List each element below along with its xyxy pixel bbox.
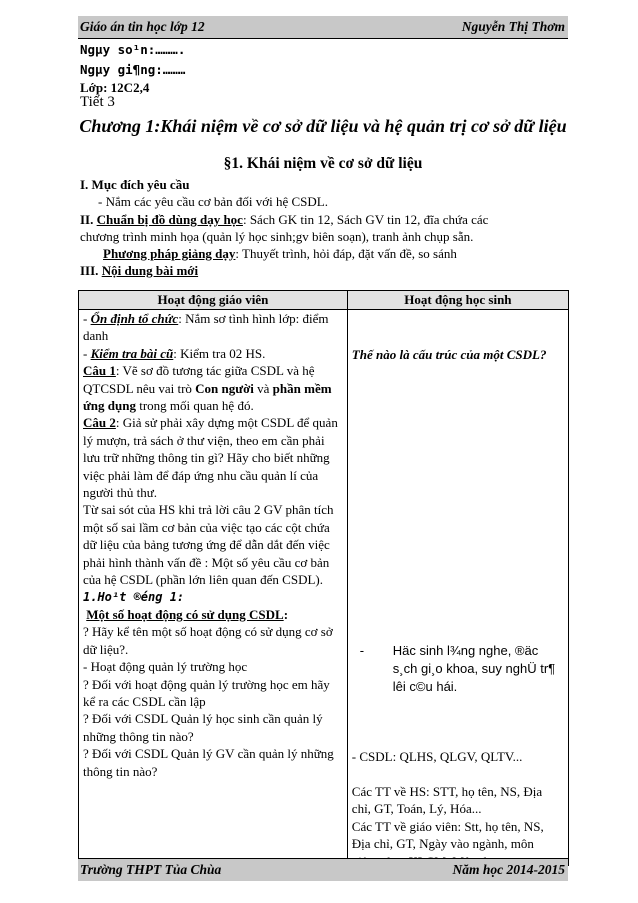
hoat-dong-1: 1.Ho¹t ®éng 1: [83,589,185,604]
part3-line [80,262,198,279]
part3-num: III. [80,263,99,278]
cau1-text2: và [253,380,273,396]
header-right: Nguyễn Thị Thơm [461,19,565,34]
on-dinh: - Ổn định tổ chức: Nắm sơ tình hình lớp: điểm danh [83,311,329,344]
student-csdl: - CSDL: QLHS, QLGV, QLTV... [351,749,523,764]
line-qlth: - Hoạt động quản lý trường học [83,659,248,675]
para-sai-sot: Từ sai sót của HS khi trả lời câu 2 GV phân tích một số sai lầm cơ bản của việc tạo các cột chứa dữ liệu của bảng tương ứng để dẫn dắt đến việc phải hình thành vấn đề : Một số yêu cầu cơ bản của hệ CSDL (phần lớn liên quan đến CSDL). [83,502,334,588]
header-left: Giáo án tin học lớp 12 [80,19,205,34]
cau1 [83,362,343,414]
part2-text2: chương trình minh họa (quản lý học sinh;gv biên soạn), tranh ảnh chụp sẵn. [80,229,474,244]
part1-heading: I. Mục đích yêu cầu [80,177,190,192]
ktbc-text: : Kiểm tra 02 HS. [173,345,266,361]
student-tt-hs: Các TT về HS: STT, họ tên, NS, Địa chỉ, GT, Toán, Lý, Hóa... [351,784,543,817]
ngay-soan: Ngµy so¹n:………. [80,42,186,57]
student-tt-gv: Các TT về giáo viên: Stt, họ tên, NS, Địa chỉ, GT, Ngày vào ngành, môn [351,819,544,852]
part1-item: - Nắm các yêu cầu cơ bản đối với hệ CSDL. [98,194,328,209]
on-dinh-label: Ổn định tổ chức [90,311,179,326]
method-label: Phương pháp giảng dạy [103,246,236,261]
ngay-giang: Ngµy gi¶ng:……… [80,62,186,77]
q3: ? Đối với CSDL Quản lý học sinh cần quản lý những thông tin nào? [83,711,323,744]
col1-header: Hoạt động giáo viên [79,291,348,310]
part2-text1: : Sách GK tin 12, Sách GV tin 12, đĩa chứa các [242,212,489,227]
page-footer [78,858,568,881]
q4: ? Đối với CSDL Quản lý GV cần quản lý những thông tin nào? [83,746,334,779]
part2-line1 [80,211,488,228]
footer-right: Năm học 2014-2015 [452,862,565,877]
cau1-b1: Con người [195,380,254,396]
ktbc: - Kiểm tra bài cũ: Kiểm tra 02 HS. [83,345,266,361]
student-dash: - [359,643,365,658]
q2: ? Đối với hoạt động quản lý trường học em hãy kể ra các CSDL cần lập [83,676,330,709]
part2-heading: Chuẩn bị đồ dùng dạy học [96,212,243,227]
hd-title-line: Một số hoạt động có sử dụng CSDL: [86,606,289,622]
q1: ? Hãy kể tên một số hoạt động có sử dụng cơ sở dữ liệu?. [83,624,333,657]
cau1-text1: : Vẽ sơ đồ tương tác giữa CSDL và hệ QTCSDL nêu vai trò [83,363,315,396]
cau1-label: Câu 1 [83,363,116,379]
hd-title: Một số hoạt động có sử dụng CSDL [86,606,284,622]
part3-heading: Nội dung bài mới [101,263,199,278]
tiet: Tiết 3 [80,94,115,110]
student-cell [347,310,568,866]
page-header [78,16,568,39]
cau2-text: : Giả sử phải xây dựng một CSDL để quản lý mượn, trả sách ở thư viện, theo em cần phải lưu trữ những thông tin gì? Hãy cho biết những việc phải làm để đáp ứng nhu cầu quản lí của người thủ thư. [83,415,338,501]
activity-table [78,290,569,866]
cau2-label: Câu 2 [83,415,116,431]
ktbc-label: Kiểm tra bài cũ [90,345,174,361]
student-question: Thế nào là cấu trúc của một CSDL? [351,347,547,362]
footer-left: Trường THPT Tủa Chùa [80,862,222,877]
method-text: : Thuyết trình, hỏi đáp, đặt vấn đề, so sánh [235,246,457,261]
section-title: §1. Khái niệm về cơ sở dữ liệu [223,155,423,172]
method-line [103,245,457,262]
cau2 [83,414,343,501]
student-listen: Häc sinh l¾ng nghe, ®äc s¸ch gi¸o khoa, suy nghÜ tr¶ lêi c©u hái. [392,643,556,694]
cau1-b2: phần mềm ứng dụng [83,380,332,414]
col2-header: Hoạt động học sinh [347,291,568,310]
cau1-text3: trong mối quan hệ đó. [135,398,254,414]
chapter-title: Chương 1:Khái niệm về cơ sở dữ liệu và hệ quản trị cơ sở dữ liệu [79,116,567,136]
teacher-cell [79,310,348,866]
on-dinh-text: : Nắm sơ tình hình lớp: điểm danh [83,311,329,344]
part2-num: II. [80,212,94,227]
lop: Lớp: 12C2,4 [80,80,150,95]
